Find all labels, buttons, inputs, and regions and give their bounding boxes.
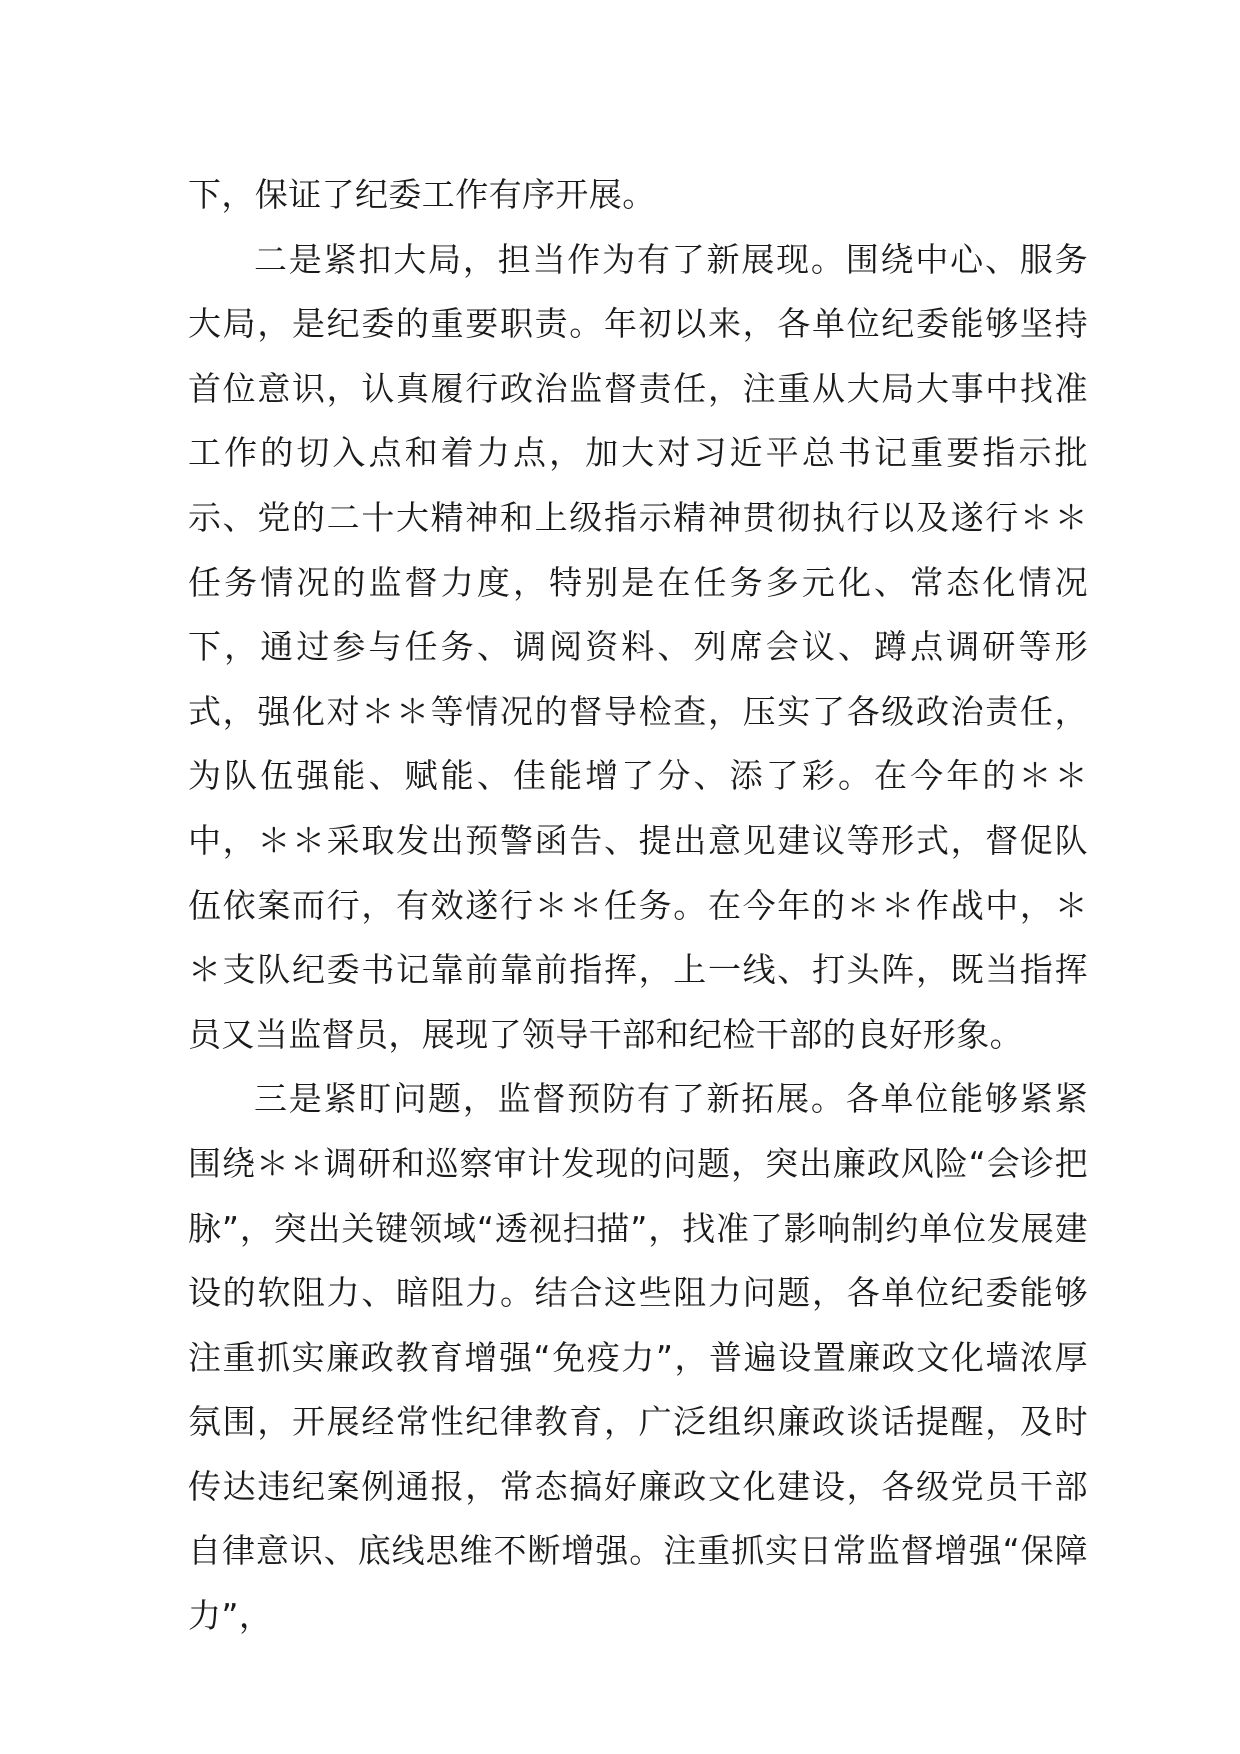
paragraph-second-point: 二是紧扣大局，担当作为有了新展现。围绕中心、服务大局，是纪委的重要职责。年初以来，各单位纪委能够坚持首位意识，认真履行政治监督责任，注重从大局大事中找准工作的切入点和着力点，加大对习近平总书记重要指示批示、党的二十大精神和上级指示精神贯彻执行以及遂行＊＊任务情况的监督力度，特别是在任务多元化、常态化情况下，通过参与任务、调阅资料、列席会议、蹲点调研等形式，强化对＊＊等情况的督导检查，压实了各级政治责任，为队伍强能、赋能、佳能增了分、添了彩。在今年的＊＊中，＊＊采取发出预警函告、提出意见建议等形式，督促队伍依案而行，有效遂行＊＊任务。在今年的＊＊作战中，＊＊支队纪委书记靠前靠前指挥，上一线、打头阵，既当指挥员又当监督员，展现了领导干部和纪检干部的良好形象。: [188, 239, 1088, 1054]
document-body: [188, 163, 1088, 1649]
paragraph-continuation: 下，保证了纪委工作有序开展。: [188, 175, 656, 214]
paragraph-third-point: 三是紧盯问题，监督预防有了新拓展。各单位能够紧紧围绕＊＊调研和巡察审计发现的问题，突出廉政风险“会诊把脉”，突出关键领域“透视扫描”，找准了影响制约单位发展建设的软阻力、暗阻力。结合这些阻力问题，各单位纪委能够注重抓实廉政教育增强“免疫力”，普遍设置廉政文化墙浓厚氛围，开展经常性纪律教育，广泛组织廉政谈话提醒，及时传达违纪案例通报，常态搞好廉政文化建设，各级党员干部自律意识、底线思维不断增强。注重抓实日常监督增强“保障力”，: [188, 1079, 1088, 1636]
